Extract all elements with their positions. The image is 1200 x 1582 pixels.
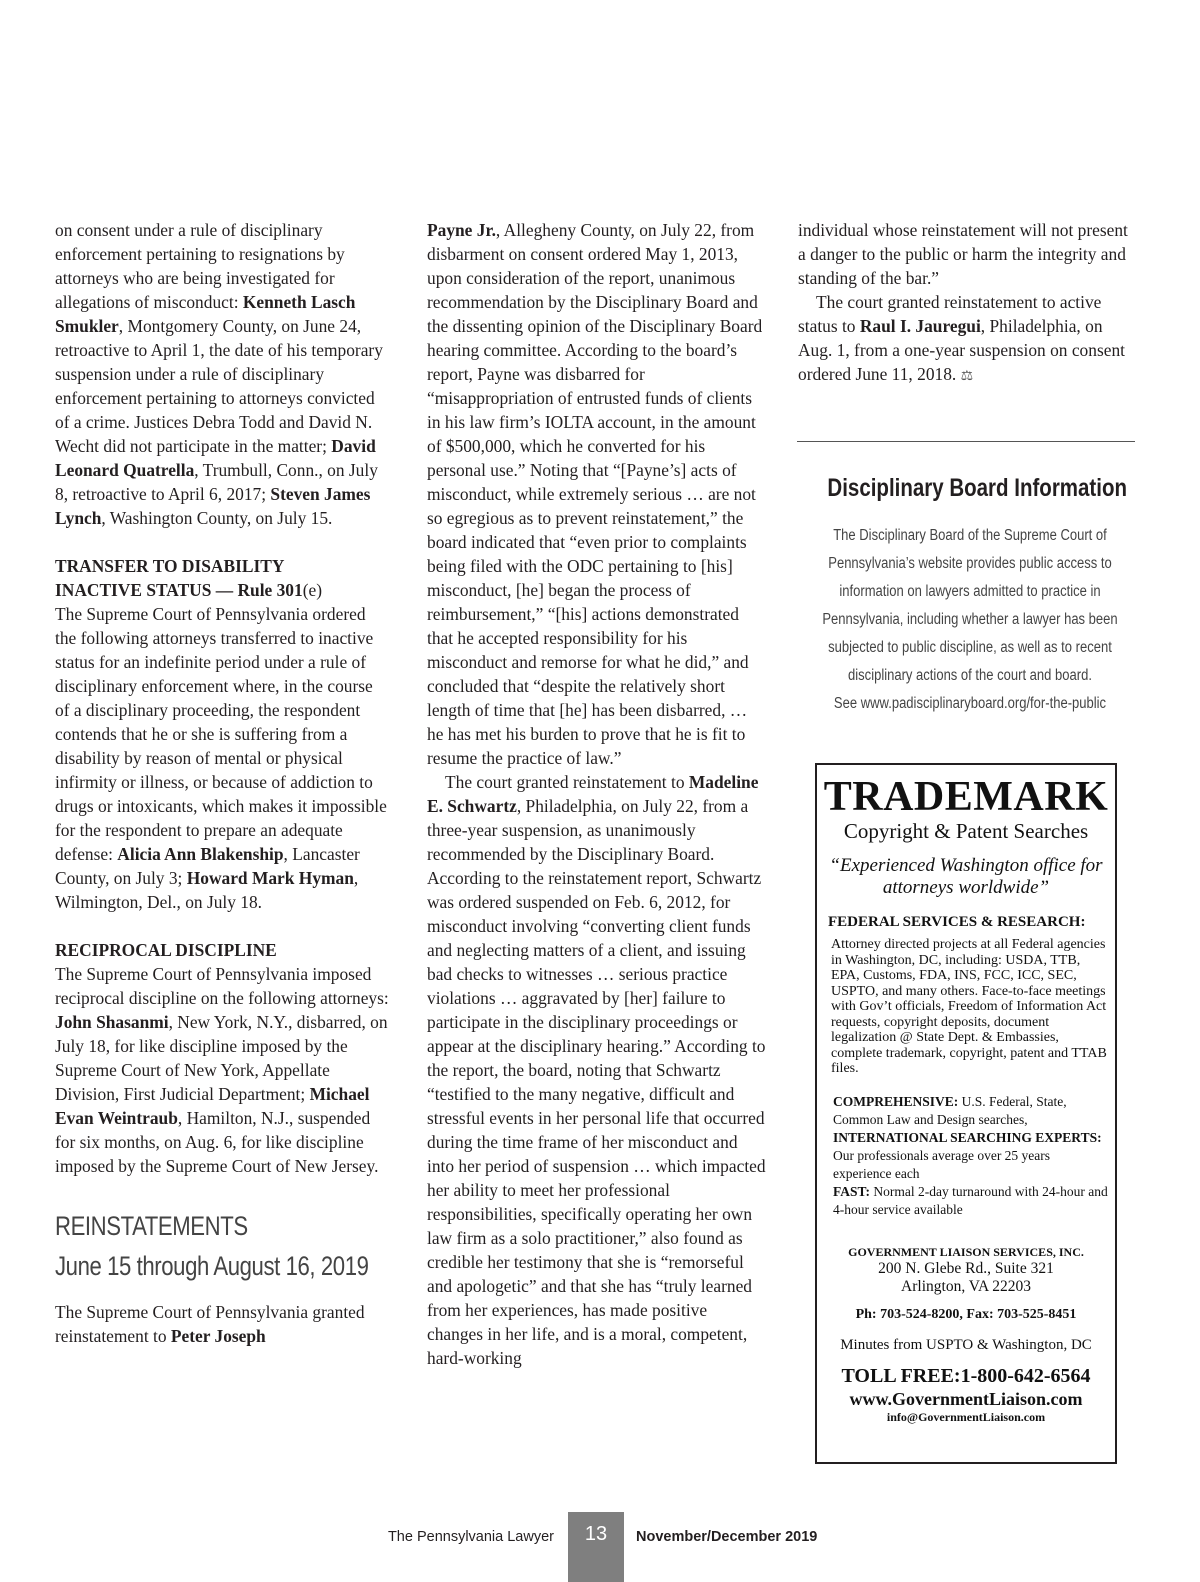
ad-federal-text: Attorney directed projects at all Federal agencies in Washington, DC, including: USDA, TTB, EPA, Customs, FDA, INS, FCC, ICC, SEC, USPTO, and many others. Face-to-face meetings with Gov’t officials, Freedom of Information Act requests, copyright deposits, document legalization @ State Dept. & Embassies, complete trademark, copyright, patent and TTAB files.: [831, 937, 1107, 1076]
reciprocal-paragraph: The Supreme Court of Pennsylvania imposed reciprocal discipline on the following attorneys: John Shasanmi, New York, N.Y., disbarred, on July 18, for like discipline imposed by the Supreme Court of New York, Appellate Division, First Judicial Department; Michael Evan Weintraub, Hamilton, N.J., suspended for six months, on Aug. 6, for like discipline imposed by the Supreme Court of New Jersey.: [55, 964, 389, 1176]
ad-website-link[interactable]: www.GovernmentLiaison.com: [849, 1388, 1083, 1409]
transfer-heading-suffix: (e): [302, 580, 323, 600]
disciplinary-board-info: [797, 472, 1135, 718]
smukler-paragraph: on consent under a rule of disciplinary enforcement pertaining to resignations by attorneys who are being investigated for allegations of misconduct: Kenneth Lasch Smukler, Montgomery County, on June 24, retroactive to April 1, the date of his temporary suspension under a rule of disciplinary enforcement pertaining to attorneys convicted of a crime. Justices Debra Todd and David N. Wecht did not participate in the matter; David Leonard Quatrella, Trumbull, Conn., on July 8, retroactive to April 6, 2017; Steven James Lynch, Washington County, on July 15.: [55, 220, 383, 528]
page-footer: [0, 1512, 1200, 1582]
ad-federal-heading: FEDERAL SERVICES & RESEARCH:: [828, 914, 1086, 930]
reinstatement-intro-paragraph: The Supreme Court of Pennsylvania granted reinstatement to Peter Joseph: [55, 1302, 365, 1346]
ad-toll-free: TOLL FREE:1-800-642-6564: [841, 1364, 1091, 1387]
attorney-name: Steven James Lynch: [55, 484, 371, 528]
ad-international-label: INTERNATIONAL SEARCHING EXPERTS:: [833, 1129, 1102, 1145]
column-2: [427, 218, 767, 1370]
attorney-name: David Leonard Quatrella: [55, 436, 376, 480]
ad-comprehensive-label: COMPREHENSIVE:: [833, 1093, 959, 1109]
ad-international-text: Our professionals average over 25 years experience each: [833, 1147, 1051, 1181]
trademark-advertisement: [815, 763, 1117, 1464]
ad-comprehensive-text: U.S. Federal, State, Common Law and Design searches,: [833, 1093, 1067, 1127]
ad-features: [833, 1093, 1109, 1219]
schwartz-paragraph: The court granted reinstatement to Madeline E. Schwartz, Philadelphia, on July 22, from a three-year suspension, as unanimously recommended by the Disciplinary Board. According to the reinstatement report, Schwartz was ordered suspended on Feb. 6, 2012, for misconduct involving “converting client funds and neglecting matters of a client, and issuing bad checks to witnesses … serious practice violations … aggravated by [her] failure to participate in the disciplinary proceedings or appear at the disciplinary hearing.” According to the report, the board, noting that Schwartz “testified to the many negative, difficult and stressful events in her personal life that occurred during the time frame of her misconduct and into her period of suspension … which impacted her ability to meet her professional responsibilities, specifically operating her own law firm as a solo practitioner,” also found as credible her testimony that she is “remorseful and apologetic” and that she has “truly learned from her experiences, has made positive changes in her life, and is a moral, competent, hard-working: [427, 772, 766, 1368]
attorney-name: Howard Mark Hyman: [186, 868, 354, 888]
ad-email-link[interactable]: info@GovernmentLiaison.com: [886, 1409, 1046, 1424]
jauregui-text: The court granted reinstatement to active status to Raul I. Jauregui, Philadelphia, on Aug. 1, from a one-year suspension on consent ordered June 11, 2018.: [798, 292, 1125, 384]
dbi-title: Disciplinary Board Information: [827, 474, 1128, 502]
ad-minutes: Minutes from USPTO & Washington, DC: [840, 1336, 1092, 1353]
dbi-body: [799, 522, 1142, 718]
ad-company: GOVERNMENT LIAISON SERVICES, INC.: [848, 1244, 1084, 1259]
transfer-paragraph: The Supreme Court of Pennsylvania ordered the following attorneys transferred to inactive status for an indefinite period under a rule of disciplinary enforcement where, in the course of a disciplinary proceeding, the respondent contends that he or she is suffering from a disability by reason of mental or physical infirmity or illness, or because of addiction to drugs or intoxicants, which makes it impossible for the respondent to prepare an adequate defense: Alicia Ann Blakenship, Lancaster County, on July 3; Howard Mark Hyman, Wilmington, Del., on July 18.: [55, 604, 387, 912]
payne-paragraph: Payne Jr., Allegheny County, on July 22, from disbarment on consent ordered May 1, 2013, upon consideration of the report, unanimous recommendation by the Disciplinary Board and the dissenting opinion of the Disciplinary Board hearing committee. According to the board’s report, Payne was disbarred for “misappropriation of entrusted funds of clients in his law firm’s IOLTA account, in the amount of $500,000, which he converted for his personal use.” Noting that “[Payne’s] acts of misconduct, while extremely serious … are not so egregious as to prevent reinstatement,” the board indicated that “even prior to complaints being filed with the ODC pertaining to [his] misconduct, [he] began the process of reimbursement,” “[his] actions demonstrated that he accepted responsibility for his misconduct and remorse for what he did,” and concluded that “despite the relatively short length of time that [he] has been disbarred, … he has met his burden to prove that he is fit to resume the practice of law.”: [427, 220, 763, 768]
reciprocal-heading: RECIPROCAL DISCIPLINE: [55, 940, 277, 960]
reinstatement-continued-paragraph: individual whose reinstatement will not present a danger to the public or harm the integrity and standing of the bar.”: [798, 220, 1128, 288]
column-1: [55, 218, 390, 1348]
attorney-name: John Shasanmi: [55, 1012, 169, 1032]
ad-quote: “Experienced Washington office for attorneys worldwide”: [829, 855, 1103, 898]
transfer-heading: [55, 554, 390, 602]
attorney-name: Michael Evan Weintraub: [55, 1084, 370, 1128]
scales-of-justice-icon: ⚖: [960, 369, 974, 384]
column-3: [798, 218, 1134, 389]
attorney-name: Madeline E. Schwartz: [427, 772, 759, 816]
attorney-name: Peter Joseph: [170, 1326, 266, 1346]
attorney-name: Payne Jr.: [427, 220, 496, 240]
footer-page-number: 13: [568, 1512, 624, 1582]
section-divider: [797, 441, 1135, 442]
reinstatements-title: REINSTATEMENTS: [55, 1211, 248, 1241]
reinstatements-dates: June 15 through August 16, 2019: [55, 1251, 369, 1281]
ad-title: TRADEMARK: [823, 774, 1109, 820]
dbi-body-text: The Disciplinary Board of the Supreme Court of Pennsylvania’s website provides public access to information on lawyers admitted to practice in Pennsylvania, including whether a lawyer has been subjected to public discipline, as well as to recent disciplinary actions of the court and board.: [822, 527, 1118, 684]
attorney-name: Kenneth Lasch Smukler: [55, 292, 356, 336]
ad-address-line1: 200 N. Glebe Rd., Suite 321: [878, 1259, 1054, 1277]
attorney-name: Raul I. Jauregui: [859, 316, 981, 336]
transfer-heading-line1: TRANSFER TO DISABILITY: [55, 556, 285, 576]
footer-date: November/December 2019: [636, 1529, 818, 1545]
ad-address-line2: Arlington, VA 22203: [901, 1277, 1031, 1295]
ad-subtitle: Copyright & Patent Searches: [843, 819, 1089, 843]
transfer-heading-line2: INACTIVE STATUS — Rule 301: [55, 580, 303, 600]
jauregui-paragraph: [798, 290, 1134, 389]
attorney-name: Alicia Ann Blakenship: [117, 844, 284, 864]
ad-phone: Ph: 703-524-8200, Fax: 703-525-8451: [855, 1306, 1077, 1322]
dbi-see-link[interactable]: See www.padisciplinaryboard.org/for-the-public: [833, 695, 1107, 712]
footer-publication: The Pennsylvania Lawyer: [387, 1529, 554, 1545]
ad-fast-label: FAST:: [833, 1183, 870, 1199]
ad-fast-text: Normal 2-day turnaround with 24-hour and 4-hour service available: [833, 1183, 1108, 1217]
